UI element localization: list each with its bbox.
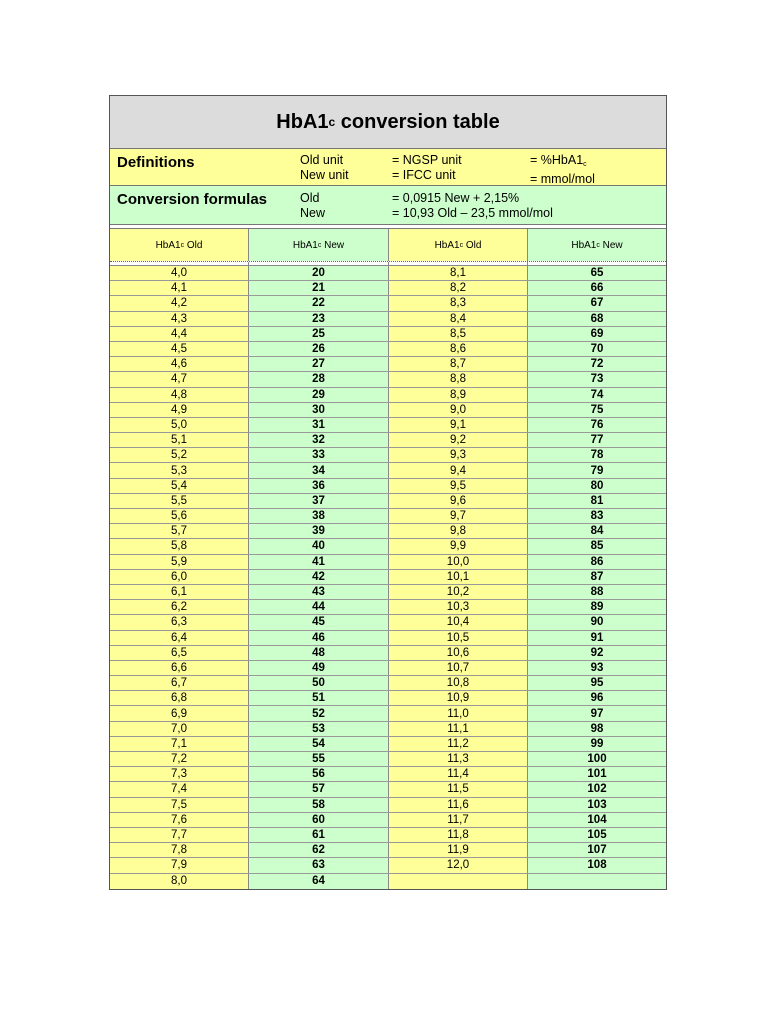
table-row — [110, 706, 666, 721]
cell-new-2: 93 — [528, 661, 666, 675]
cell-new-1: 23 — [249, 312, 389, 326]
cell-new-1: 29 — [249, 388, 389, 402]
cell-new-1: 42 — [249, 570, 389, 584]
header-sub: c — [180, 241, 185, 249]
cell-new-2: 72 — [528, 357, 666, 371]
cell-old-1: 5,5 — [110, 494, 249, 508]
old-unit-equivalent: = NGSP unit — [392, 153, 462, 167]
conversion-sheet — [109, 95, 667, 890]
cell-new-1: 49 — [249, 661, 389, 675]
cell-new-1: 51 — [249, 691, 389, 705]
cell-old-1: 4,6 — [110, 357, 249, 371]
cell-old-2: 8,4 — [389, 312, 528, 326]
cell-new-2: 105 — [528, 828, 666, 842]
cell-new-2: 77 — [528, 433, 666, 447]
definitions-section — [110, 149, 666, 186]
cell-new-2: 86 — [528, 555, 666, 569]
cell-old-1: 4,2 — [110, 296, 249, 310]
formula-expressions — [392, 191, 553, 221]
table-row — [110, 874, 666, 889]
cell-new-2: 103 — [528, 798, 666, 812]
table-row — [110, 539, 666, 554]
table-row — [110, 266, 666, 281]
cell-old-2: 11,9 — [389, 843, 528, 857]
cell-new-1: 33 — [249, 448, 389, 462]
table-row — [110, 372, 666, 387]
cell-old-2: 11,0 — [389, 706, 528, 720]
cell-new-2: 101 — [528, 767, 666, 781]
cell-old-1: 6,7 — [110, 676, 249, 690]
cell-old-1: 7,3 — [110, 767, 249, 781]
cell-new-1: 45 — [249, 615, 389, 629]
cell-old-2: 11,1 — [389, 722, 528, 736]
cell-old-2: 11,3 — [389, 752, 528, 766]
cell-new-1: 56 — [249, 767, 389, 781]
cell-new-1: 27 — [249, 357, 389, 371]
old-unit-label: Old unit — [300, 153, 344, 167]
formula-old-label: Old — [300, 191, 320, 205]
cell-new-2: 108 — [528, 858, 666, 872]
cell-old-1: 4,5 — [110, 342, 249, 356]
cell-old-2: 9,7 — [389, 509, 528, 523]
cell-old-1: 4,1 — [110, 281, 249, 295]
header-text: HbA1 — [155, 239, 181, 251]
cell-old-1: 7,5 — [110, 798, 249, 812]
table-row — [110, 357, 666, 372]
cell-old-1: 5,9 — [110, 555, 249, 569]
cell-new-1: 58 — [249, 798, 389, 812]
cell-old-1: 5,4 — [110, 479, 249, 493]
cell-new-2: 74 — [528, 388, 666, 402]
cell-new-2: 96 — [528, 691, 666, 705]
title-rest: conversion table — [335, 110, 500, 133]
cell-old-2: 9,2 — [389, 433, 528, 447]
cell-new-1: 22 — [249, 296, 389, 310]
table-row — [110, 494, 666, 509]
cell-old-2: 8,1 — [389, 266, 528, 280]
definitions-units — [300, 153, 349, 183]
cell-new-2: 90 — [528, 615, 666, 629]
table-row — [110, 661, 666, 676]
cell-old-2: 10,2 — [389, 585, 528, 599]
cell-old-2: 10,9 — [389, 691, 528, 705]
table-row — [110, 722, 666, 737]
cell-new-1: 64 — [249, 874, 389, 889]
cell-old-1: 4,4 — [110, 327, 249, 341]
table-row — [110, 600, 666, 615]
cell-new-2: 68 — [528, 312, 666, 326]
new-unit-label: New unit — [300, 168, 349, 182]
cell-new-1: 55 — [249, 752, 389, 766]
cell-old-1: 7,7 — [110, 828, 249, 842]
cell-new-1: 54 — [249, 737, 389, 751]
cell-new-1: 62 — [249, 843, 389, 857]
header-text: HbA1 — [292, 239, 318, 251]
cell-new-1: 34 — [249, 463, 389, 477]
cell-new-1: 57 — [249, 782, 389, 796]
header-new-2 — [528, 229, 666, 261]
formula-new-label: New — [300, 206, 326, 220]
table-row — [110, 585, 666, 600]
cell-old-1: 4,7 — [110, 372, 249, 386]
cell-new-1: 28 — [249, 372, 389, 386]
cell-new-1: 52 — [249, 706, 389, 720]
table-row — [110, 752, 666, 767]
cell-new-2: 89 — [528, 600, 666, 614]
cell-old-2: 10,0 — [389, 555, 528, 569]
header-rest: New — [599, 239, 623, 251]
cell-old-1: 4,3 — [110, 312, 249, 326]
table-row — [110, 448, 666, 463]
cell-old-1: 6,9 — [110, 706, 249, 720]
cell-old-2: 11,8 — [389, 828, 528, 842]
cell-old-1: 6,1 — [110, 585, 249, 599]
cell-new-1: 40 — [249, 539, 389, 553]
table-row — [110, 296, 666, 311]
table-row — [110, 312, 666, 327]
cell-old-2: 11,5 — [389, 782, 528, 796]
cell-new-2: 73 — [528, 372, 666, 386]
cell-new-1: 60 — [249, 813, 389, 827]
cell-old-2: 8,5 — [389, 327, 528, 341]
table-row — [110, 858, 666, 873]
header-text: HbA1 — [571, 239, 597, 251]
cell-new-1: 63 — [249, 858, 389, 872]
cell-new-1: 46 — [249, 631, 389, 645]
table-row — [110, 813, 666, 828]
cell-new-1: 61 — [249, 828, 389, 842]
formula-old: = 0,0915 New + 2,15% — [392, 191, 520, 205]
cell-old-2: 9,0 — [389, 403, 528, 417]
cell-new-1: 36 — [249, 479, 389, 493]
cell-old-2: 10,3 — [389, 600, 528, 614]
new-unit-result: = mmol/mol — [530, 172, 595, 186]
cell-old-2: 12,0 — [389, 858, 528, 872]
old-unit-result-main: = %HbA1 — [530, 153, 584, 167]
cell-new-2: 102 — [528, 782, 666, 796]
table-row — [110, 281, 666, 296]
cell-new-2: 88 — [528, 585, 666, 599]
cell-new-1: 26 — [249, 342, 389, 356]
cell-old-1: 4,8 — [110, 388, 249, 402]
cell-old-2: 8,2 — [389, 281, 528, 295]
table-row — [110, 691, 666, 706]
cell-new-1: 30 — [249, 403, 389, 417]
cell-old-2: 11,2 — [389, 737, 528, 751]
table-row — [110, 327, 666, 342]
cell-new-2: 92 — [528, 646, 666, 660]
cell-new-1: 32 — [249, 433, 389, 447]
cell-old-1: 6,8 — [110, 691, 249, 705]
formulas-label: Conversion formulas — [117, 191, 268, 208]
cell-old-2: 11,7 — [389, 813, 528, 827]
cell-new-1: 37 — [249, 494, 389, 508]
new-unit-equivalent: = IFCC unit — [392, 168, 456, 182]
cell-new-1: 20 — [249, 266, 389, 280]
cell-old-2: 10,4 — [389, 615, 528, 629]
cell-new-1: 25 — [249, 327, 389, 341]
table-row — [110, 418, 666, 433]
cell-old-1: 5,6 — [110, 509, 249, 523]
cell-old-2: 9,3 — [389, 448, 528, 462]
cell-new-2: 75 — [528, 403, 666, 417]
cell-old-2: 8,3 — [389, 296, 528, 310]
cell-old-2: 8,9 — [389, 388, 528, 402]
cell-old-1: 5,3 — [110, 463, 249, 477]
cell-old-2: 10,8 — [389, 676, 528, 690]
cell-old-1: 7,4 — [110, 782, 249, 796]
cell-new-1: 41 — [249, 555, 389, 569]
cell-old-1: 6,5 — [110, 646, 249, 660]
cell-new-2: 104 — [528, 813, 666, 827]
table-row — [110, 570, 666, 585]
table-row — [110, 555, 666, 570]
formulas-section — [110, 186, 666, 225]
cell-old-2 — [389, 874, 528, 889]
header-new-1 — [249, 229, 389, 261]
header-old-1 — [110, 229, 249, 261]
cell-old-2: 9,9 — [389, 539, 528, 553]
table-row — [110, 388, 666, 403]
cell-old-1: 8,0 — [110, 874, 249, 889]
cell-new-2: 70 — [528, 342, 666, 356]
cell-new-2: 81 — [528, 494, 666, 508]
table-row — [110, 524, 666, 539]
table-row — [110, 737, 666, 752]
header-text: HbA1 — [434, 239, 460, 251]
table-row — [110, 615, 666, 630]
formula-new: = 10,93 Old – 23,5 mmol/mol — [392, 206, 553, 220]
cell-old-1: 7,2 — [110, 752, 249, 766]
cell-new-1: 38 — [249, 509, 389, 523]
cell-old-2: 10,6 — [389, 646, 528, 660]
cell-new-2: 79 — [528, 463, 666, 477]
cell-old-2: 10,5 — [389, 631, 528, 645]
cell-new-2: 65 — [528, 266, 666, 280]
cell-old-1: 5,7 — [110, 524, 249, 538]
cell-new-1: 39 — [249, 524, 389, 538]
cell-new-2: 69 — [528, 327, 666, 341]
cell-old-2: 10,7 — [389, 661, 528, 675]
table-row — [110, 433, 666, 448]
cell-old-1: 6,3 — [110, 615, 249, 629]
definitions-equivalents — [392, 153, 462, 183]
old-unit-result — [530, 153, 595, 172]
table-header — [110, 229, 666, 262]
cell-new-2: 80 — [528, 479, 666, 493]
table-row — [110, 767, 666, 782]
header-rest: Old — [184, 239, 203, 251]
cell-old-2: 9,8 — [389, 524, 528, 538]
cell-new-2: 91 — [528, 631, 666, 645]
cell-new-1: 43 — [249, 585, 389, 599]
cell-old-2: 9,1 — [389, 418, 528, 432]
header-rest: New — [321, 239, 345, 251]
cell-new-2: 98 — [528, 722, 666, 736]
cell-new-2: 95 — [528, 676, 666, 690]
cell-new-2: 83 — [528, 509, 666, 523]
title-main: HbA1 — [276, 110, 329, 133]
table-row — [110, 463, 666, 478]
cell-new-2: 66 — [528, 281, 666, 295]
table-row — [110, 798, 666, 813]
cell-old-2: 9,6 — [389, 494, 528, 508]
cell-old-2: 8,8 — [389, 372, 528, 386]
cell-old-1: 6,4 — [110, 631, 249, 645]
cell-old-1: 6,2 — [110, 600, 249, 614]
cell-new-2: 85 — [528, 539, 666, 553]
table-row — [110, 631, 666, 646]
cell-old-1: 7,9 — [110, 858, 249, 872]
cell-new-2: 78 — [528, 448, 666, 462]
cell-new-2: 97 — [528, 706, 666, 720]
cell-new-2 — [528, 874, 666, 889]
table-row — [110, 479, 666, 494]
cell-new-2: 84 — [528, 524, 666, 538]
cell-old-2: 11,4 — [389, 767, 528, 781]
formula-names — [300, 191, 325, 221]
definitions-results — [530, 153, 595, 187]
table-row — [110, 342, 666, 357]
table-row — [110, 509, 666, 524]
cell-new-2: 67 — [528, 296, 666, 310]
header-old-2 — [389, 229, 528, 261]
table-body — [110, 266, 666, 889]
cell-new-2: 99 — [528, 737, 666, 751]
cell-old-2: 8,7 — [389, 357, 528, 371]
cell-old-1: 5,1 — [110, 433, 249, 447]
cell-old-1: 4,0 — [110, 266, 249, 280]
cell-old-1: 5,8 — [110, 539, 249, 553]
table-row — [110, 782, 666, 797]
cell-old-2: 11,6 — [389, 798, 528, 812]
cell-old-1: 6,6 — [110, 661, 249, 675]
cell-old-2: 9,4 — [389, 463, 528, 477]
cell-old-2: 10,1 — [389, 570, 528, 584]
definitions-label: Definitions — [117, 154, 195, 171]
cell-old-1: 5,2 — [110, 448, 249, 462]
cell-old-1: 4,9 — [110, 403, 249, 417]
cell-old-1: 5,0 — [110, 418, 249, 432]
table-row — [110, 646, 666, 661]
cell-new-2: 87 — [528, 570, 666, 584]
cell-new-1: 44 — [249, 600, 389, 614]
table-row — [110, 843, 666, 858]
cell-new-1: 21 — [249, 281, 389, 295]
cell-old-1: 7,8 — [110, 843, 249, 857]
cell-new-1: 31 — [249, 418, 389, 432]
title-subscript: c — [328, 115, 336, 129]
cell-old-2: 9,5 — [389, 479, 528, 493]
page-title — [110, 96, 666, 149]
cell-old-1: 7,6 — [110, 813, 249, 827]
cell-old-1: 7,1 — [110, 737, 249, 751]
table-row — [110, 828, 666, 843]
cell-old-1: 7,0 — [110, 722, 249, 736]
cell-old-1: 6,0 — [110, 570, 249, 584]
cell-new-2: 100 — [528, 752, 666, 766]
cell-old-2: 8,6 — [389, 342, 528, 356]
cell-new-1: 53 — [249, 722, 389, 736]
header-rest: Old — [463, 239, 482, 251]
cell-new-2: 76 — [528, 418, 666, 432]
cell-new-2: 107 — [528, 843, 666, 857]
header-sub: c — [317, 241, 322, 249]
table-row — [110, 403, 666, 418]
cell-new-1: 50 — [249, 676, 389, 690]
cell-new-1: 48 — [249, 646, 389, 660]
header-sub: c — [596, 241, 600, 249]
header-sub: c — [459, 241, 464, 249]
table-row — [110, 676, 666, 691]
old-unit-result-sub: c — [583, 161, 587, 168]
